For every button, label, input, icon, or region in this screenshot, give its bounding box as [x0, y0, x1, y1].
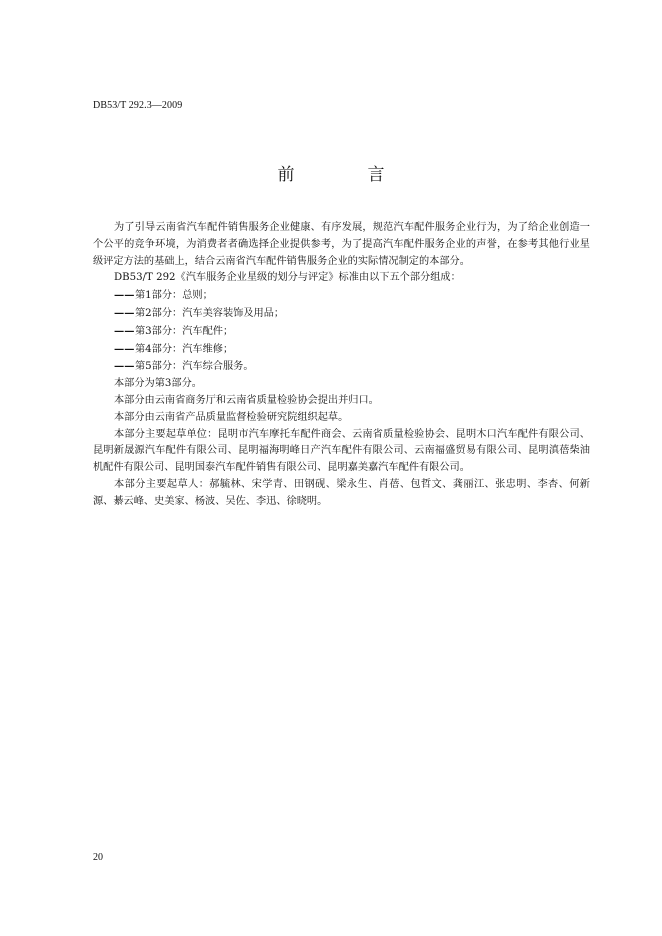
drafting-organizer-paragraph: 本部分由云南省产品质量监督检验研究院组织起草。 — [114, 411, 349, 423]
list-dash: —— — [114, 289, 135, 302]
list-item-text: 第4部分：汽车维修； — [135, 343, 234, 355]
list-dash: —— — [114, 342, 135, 355]
list-dash: —— — [114, 360, 135, 373]
parts-list-item — [93, 305, 590, 323]
list-item-text: 第3部分：汽车配件； — [135, 325, 234, 337]
page-number: 20 — [93, 852, 103, 863]
list-dash: —— — [114, 306, 135, 319]
parts-list-item — [93, 323, 590, 341]
foreword-body — [93, 220, 590, 511]
list-item-text: 第1部分：总则； — [135, 290, 213, 302]
list-dash: —— — [114, 324, 135, 337]
this-part-paragraph: 本部分为第3部分。 — [114, 378, 202, 390]
drafting-units-paragraph: 本部分主要起草单位：昆明市汽车摩托车配件商会、云南省质量检验协会、昆明木口汽车配件有限公司、昆明新晟源汽车配件有限公司、昆明福海明峰日产汽车配件有限公司、云南福盛贸易有限公司、昆明滇蓓柴油机配件有限公司、昆明国泰汽车配件销售有限公司、昆明嘉美嘉汽车配件有限公司。 — [93, 428, 590, 474]
list-item-text: 第2部分：汽车美容装饰及用品； — [135, 307, 285, 319]
drafters-paragraph: 本部分主要起草人：郝毓林、宋学青、田钢砚、梁永生、肖蓓、包哲文、龚丽江、张忠明、李杏、何新源、綦云峰、史美家、杨波、吴佐、李迅、徐晓明。 — [93, 478, 590, 507]
parts-list-item — [93, 358, 590, 376]
parts-list-item — [93, 287, 590, 305]
intro-paragraph: 为了引导云南省汽车配件销售服务企业健康、有序发展，规范汽车配件服务企业行为，为了给企业创造一个公平的竞争环境，为消费者者确选择企业提供参考，为了提高汽车配件服务企业的声誉，在参考其他行业星级评定方法的基础上，结合云南省汽车配件销售服务企业的实际情况制定的本部分。 — [93, 222, 590, 267]
page-title: 前 言 — [277, 165, 413, 185]
proposed-by-paragraph: 本部分由云南省商务厅和云南省质量检验协会提出并归口。 — [114, 394, 379, 406]
parts-intro-paragraph: DB53/T 292《汽车服务企业星级的划分与评定》标准由以下五个部分组成： — [114, 272, 461, 284]
list-item-text: 第5部分：汽车综合服务。 — [135, 361, 254, 373]
standard-code: DB53/T 292.3—2009 — [93, 100, 183, 111]
parts-list-item — [93, 341, 590, 359]
